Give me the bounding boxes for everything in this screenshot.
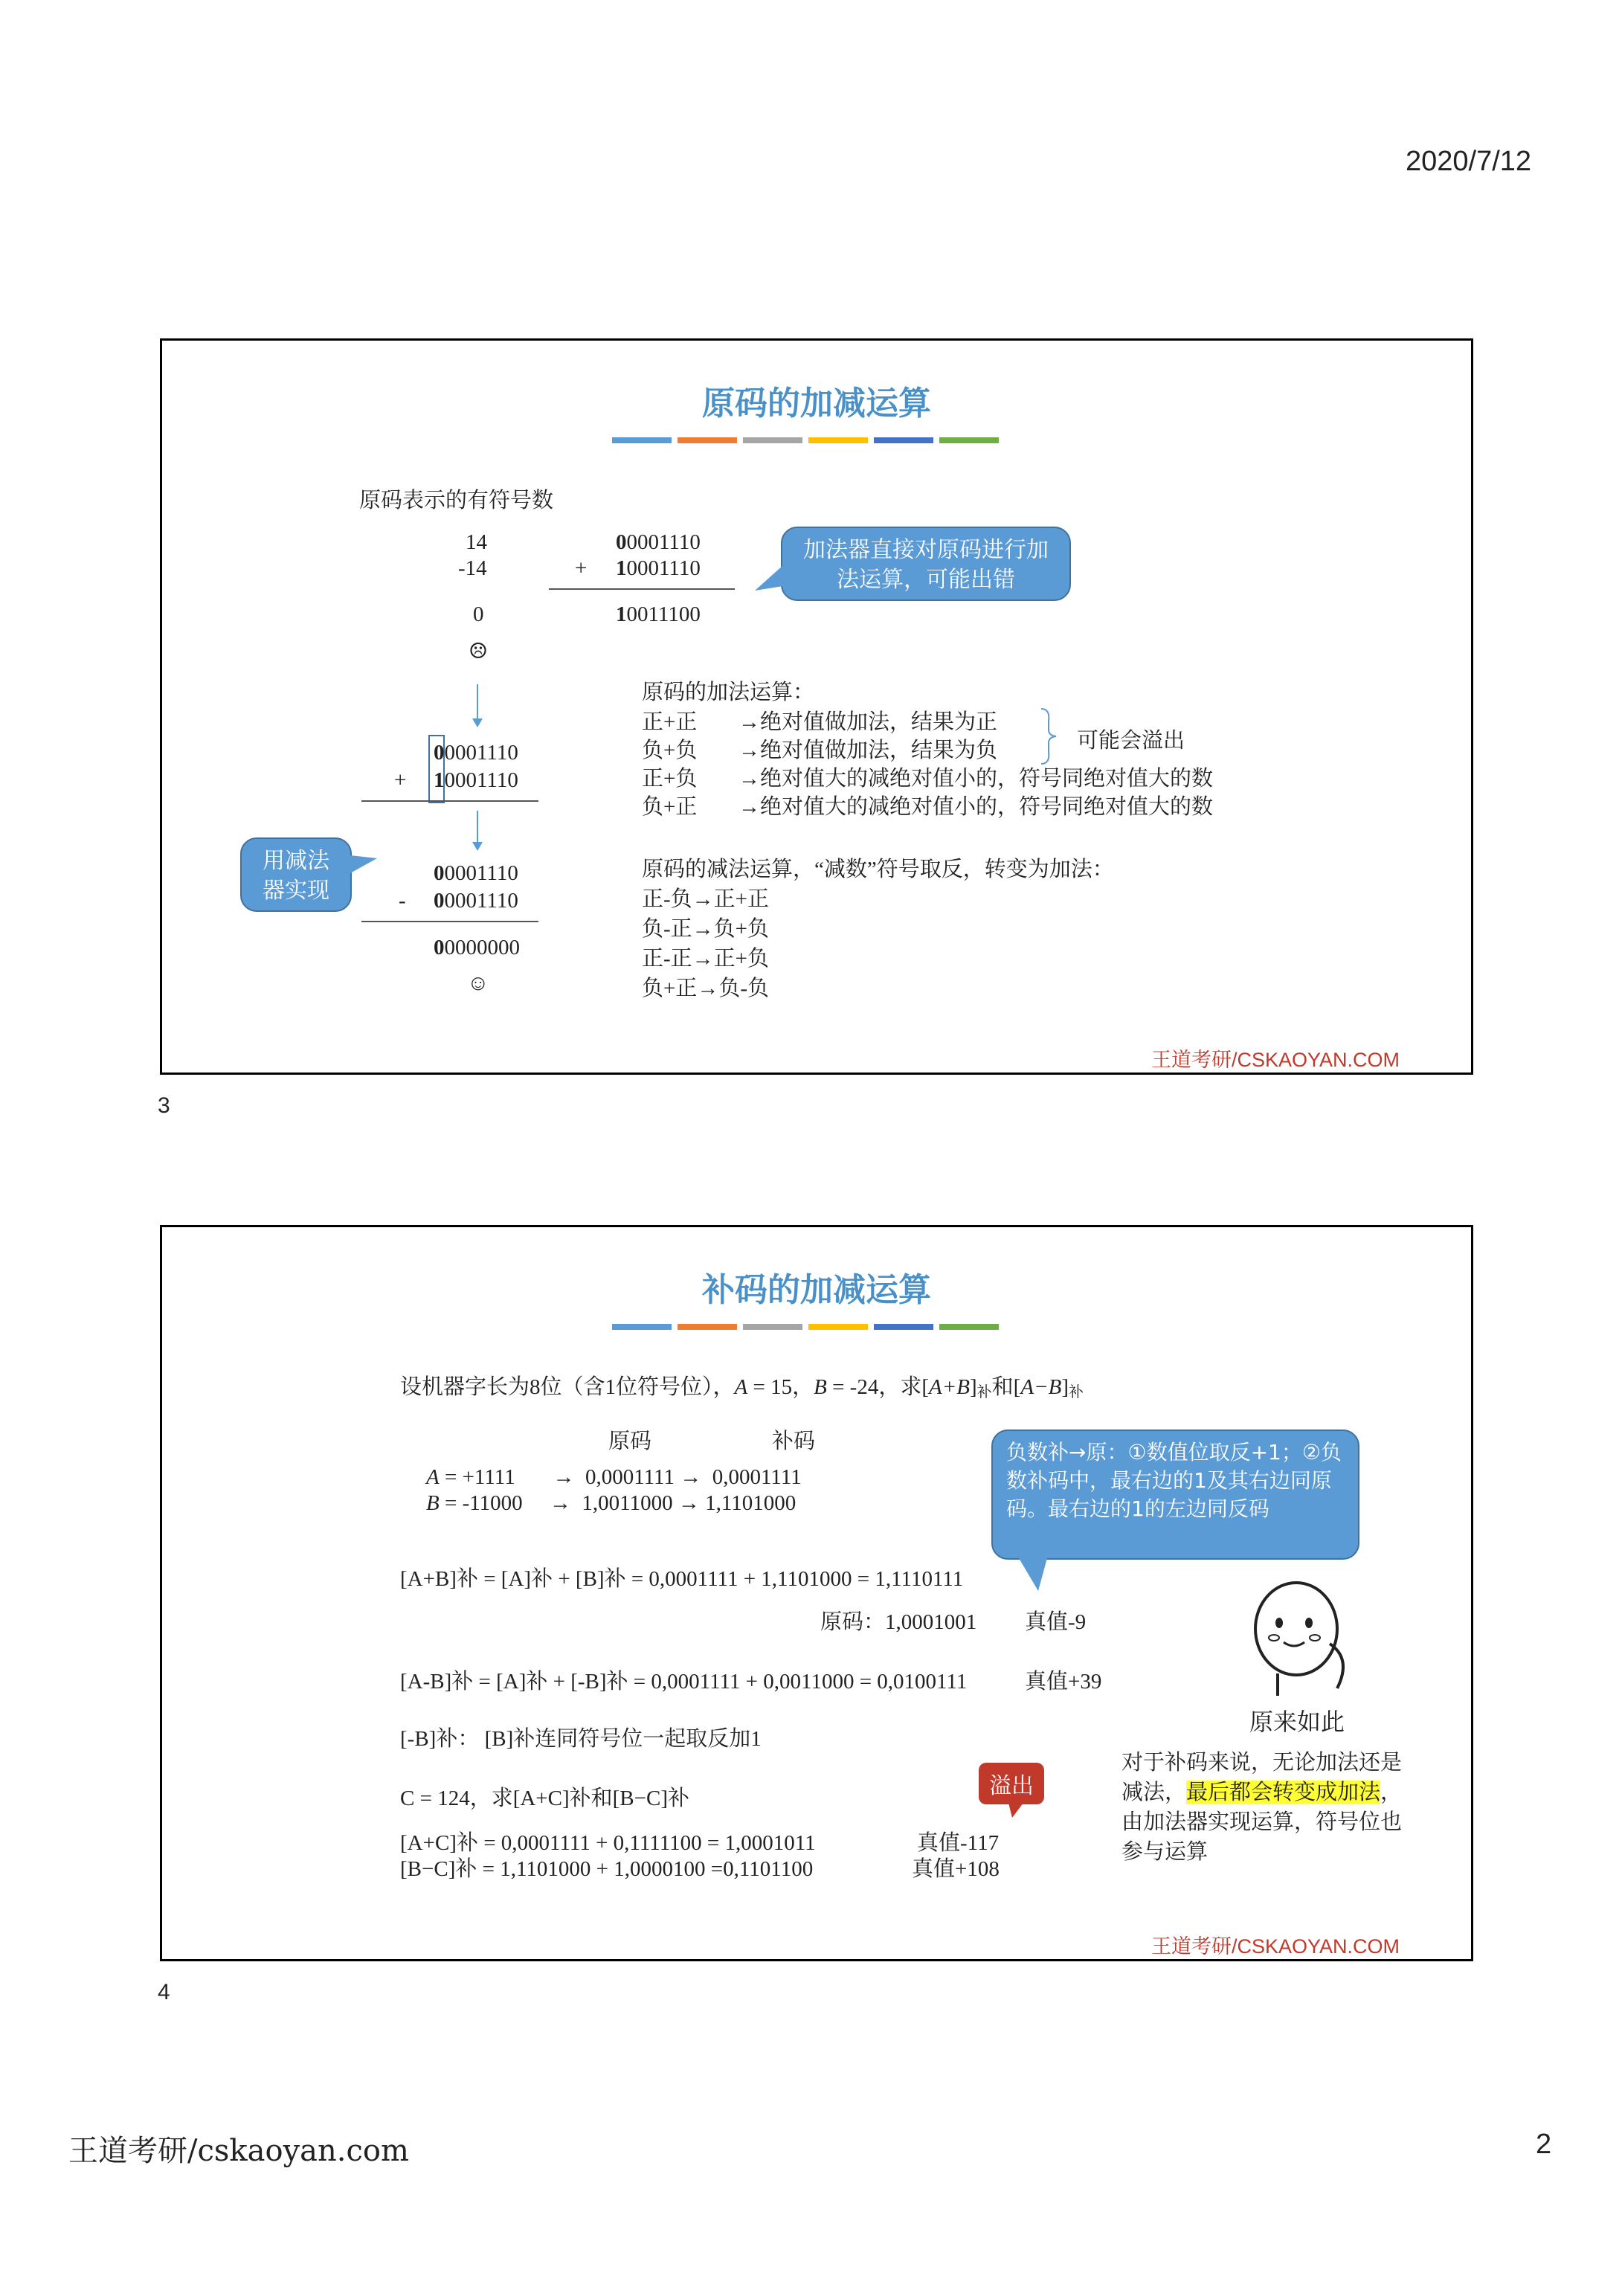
- title-color-bars: [612, 437, 999, 443]
- sub-rule: 正-正→正+负: [642, 947, 770, 971]
- plus-sign: +: [575, 556, 588, 580]
- slide-2-title: 补码的加减运算: [702, 1271, 931, 1309]
- eq1-true-value: 真值-9: [1025, 1610, 1087, 1634]
- callout-adder-error: 加法器直接对原码进行加法运算，可能出错: [781, 527, 1071, 601]
- footer-page-number: 2: [1536, 2129, 1552, 2160]
- slide-number: 3: [158, 1093, 170, 1118]
- slide-1-title: 原码的加减运算: [702, 385, 931, 422]
- add-rules-title: 原码的加法运算：: [642, 681, 815, 704]
- overflow-note: 可能会溢出: [1077, 729, 1185, 753]
- footer-watermark: 王道考研/cskaoyan.com: [68, 2134, 409, 2168]
- bin-a: 00001110: [616, 530, 701, 554]
- brand-footer: 王道考研/CSKAOYAN.COM: [1151, 1049, 1400, 1071]
- eq3-true-value: 真值-117: [917, 1831, 1000, 1855]
- eq1-yuan: 原码：1,0001001: [820, 1610, 977, 1634]
- brand-footer: 王道考研/CSKAOYAN.COM: [1151, 1935, 1400, 1958]
- sub-rule: 负+正→负-负: [642, 977, 770, 1000]
- eq4-true-value: 真值+108: [912, 1857, 1000, 1881]
- row-a: A = +1111 → 0,0001111 → 0,0001111: [426, 1465, 802, 1489]
- sub-rule: 正-负→正+正: [642, 887, 770, 911]
- sub-rule: 负-正→负+负: [642, 917, 770, 941]
- eq-a-plus-c: [A+C]补 = 0,0001111 + 0,1111100 = 1,0001011: [400, 1831, 816, 1855]
- neg-b-rule: [-B]补： [B]补连同符号位一起取反加1: [400, 1727, 762, 1751]
- problem-statement: 设机器字长为8位（含1位符号位），A = 15，B = -24，求$[A+B]_补$和$[A-B]_补$: [400, 1375, 1084, 1401]
- decimal-a: 14: [466, 530, 487, 554]
- header-date: 2020/7/12: [1406, 146, 1532, 177]
- sub-rules-title: 原码的减法运算，“减数”符号取反，转变为加法：: [642, 858, 1114, 881]
- add-rule-row: 负+正 →绝对值大的减绝对值小的，符号同绝对值大的数: [642, 795, 1214, 819]
- brace-icon: [1040, 707, 1058, 765]
- down-arrow-icon: [469, 811, 486, 855]
- ex3-a: 00001110: [434, 861, 518, 885]
- title-color-bars: [612, 1324, 999, 1330]
- eq-a-minus-b: [A-B]补 = [A]补 + [-B]补 = 0,0001111 + 0,0011000 = 0,0100111: [400, 1670, 968, 1694]
- decimal-b: -14: [458, 556, 487, 580]
- callout-pointer: [350, 854, 380, 876]
- overflow-pointer: [1006, 1800, 1029, 1822]
- ex3-line: [361, 921, 538, 922]
- eq-a-plus-b: [A+B]补 = [A]补 + [B]补 = 0,0001111 + 1,1101000 = 1,1110111: [400, 1567, 964, 1591]
- row-b: B = -11000 → 1,0011000 → 1,1101000: [426, 1491, 796, 1515]
- slide-2: [160, 1225, 1473, 1961]
- bin-result: 10011100: [616, 602, 701, 626]
- ex2-b: 10001110: [434, 768, 518, 792]
- col-header-bu: 补码: [772, 1430, 816, 1453]
- ex2-a: 00001110: [434, 741, 518, 765]
- ex3-minus: -: [399, 889, 406, 913]
- callout-pointer: [753, 564, 783, 594]
- summary-highlight: 最后都会转变成加法: [1186, 1781, 1381, 1804]
- eq-b-minus-c: [B−C]补 = 1,1101000 + 1,0000100 =0,1101100: [400, 1857, 814, 1881]
- intro-text: 原码表示的有符号数: [359, 489, 554, 512]
- decimal-result: 0: [473, 602, 484, 626]
- add-rule-row: 正+正 →绝对值做加法，结果为正: [642, 710, 998, 734]
- add-rule-row: 负+负 →绝对值做加法，结果为负: [642, 739, 998, 762]
- col-header-yuan: 原码: [608, 1430, 652, 1453]
- eq2-true-value: 真值+39: [1025, 1670, 1102, 1694]
- c-problem: C = 124，求[A+C]补和[B−C]补: [400, 1787, 690, 1810]
- sad-face-icon: ☹: [469, 640, 488, 663]
- overflow-badge: 溢出: [979, 1763, 1044, 1804]
- down-arrow-icon: [469, 684, 486, 729]
- summary-text: 对于补码来说，无论加法还是减法，最后都会转变成加法，由加法器实现运算，符号位也参与运算: [1121, 1751, 1403, 1864]
- callout-pointer: [1017, 1558, 1055, 1595]
- callout-subtractor: 用减法器实现: [240, 837, 352, 912]
- ex2-line: [361, 800, 538, 802]
- sum-line: [549, 588, 735, 590]
- ex3-b: 00001110: [434, 889, 518, 913]
- meme-face-icon: [1248, 1577, 1359, 1700]
- ex2-plus: +: [394, 768, 407, 792]
- callout-neg-complement: 负数补→原：①数值位取反+1；②负数补码中，最右边的1及其右边同原码。最右边的1的左边同反码: [991, 1430, 1359, 1560]
- ex3-result: 00000000: [434, 936, 520, 959]
- meme-caption: 原来如此: [1249, 1708, 1345, 1736]
- add-rule-row: 正+负 →绝对值大的减绝对值小的，符号同绝对值大的数: [642, 767, 1214, 791]
- slide-number: 4: [158, 1980, 170, 2004]
- bin-b: 10001110: [616, 556, 701, 580]
- slide-1: [160, 338, 1473, 1075]
- smile-face-icon: ☺: [467, 971, 489, 995]
